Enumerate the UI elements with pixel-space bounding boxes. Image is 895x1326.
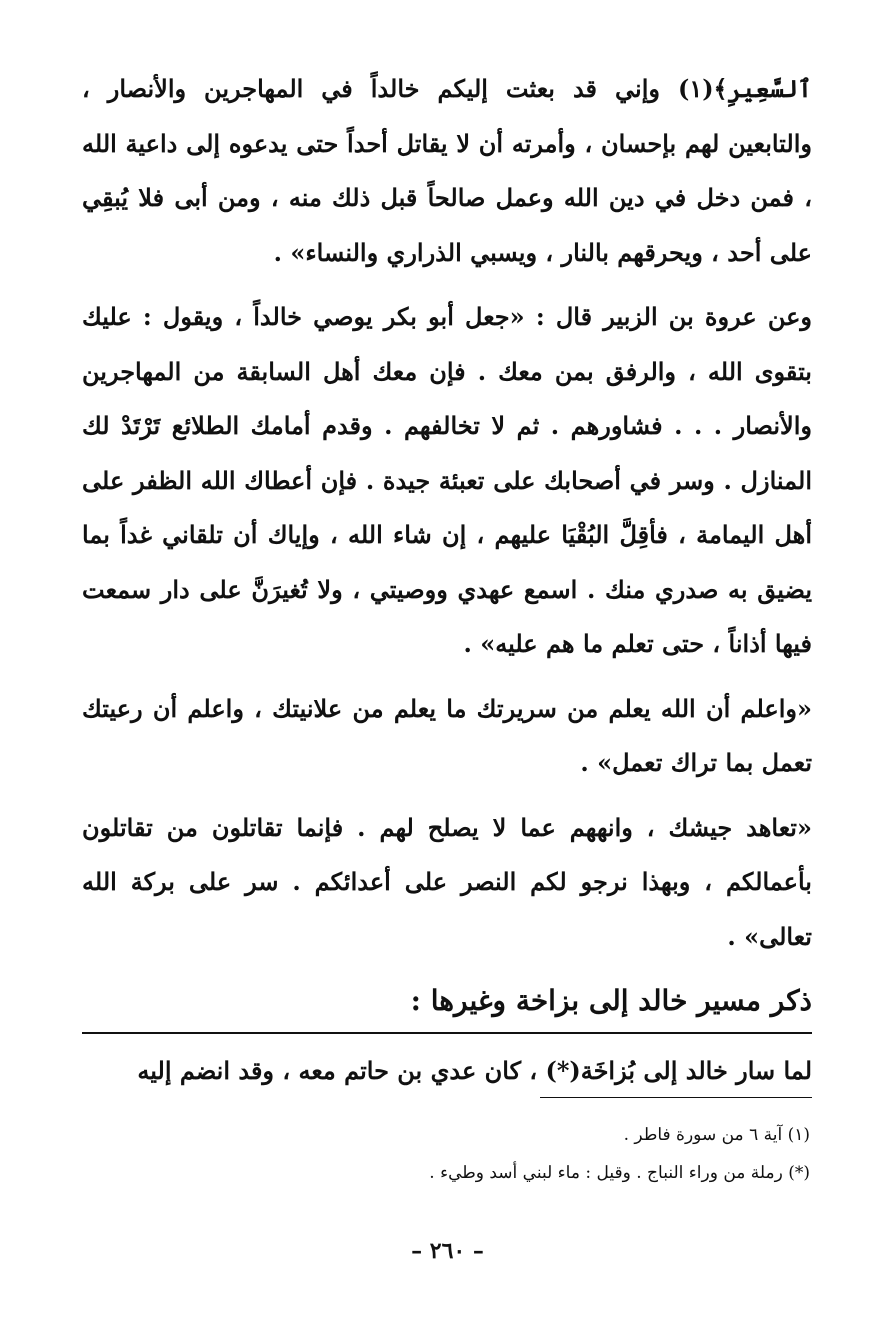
footnotes (82, 1116, 810, 1192)
footnote-1: (١) آية ٦ من سورة فاطر . (623, 1125, 810, 1145)
paragraph-abu-bakr-letter-end: ٱلسَّعِيرِ﴾(١) وإني قد بعثت إليكم خالداً في المهاجرين والأنصار ، والتابعين لهم بإحسان ، وأمرته أن لا يقاتل أحداً حتى يدعوه إلى داعية الله ، فمن دخل في دين الله وعمل صالحاً قبل ذلك منه ، ومن أبى فلا يُبقِي على أحد ، ويحرقهم بالنار ، ويسبي الذراري والنساء» . (82, 74, 812, 267)
paragraph-army-care: «تعاهد جيشك ، وانههم عما لا يصلح لهم . فإنما تقاتلون من تقاتلون بأعمالكم ، وبهذا نرجو لكم النصر على أعدائكم . سر على بركة الله تعالى» . (82, 812, 812, 951)
page-number: – ٢٦٠ – (411, 1238, 484, 1264)
paragraph-buzakha: لما سار خالد إلى بُزاخَة(*) ، كان عدي بن حاتم معه ، وقد انضم إليه (137, 1056, 812, 1085)
section-heading: ذكر مسير خالد إلى بزاخة وغيرها : (82, 974, 812, 1034)
footnote-2: (*) رملة من وراء النباج . وقيل : ماء لبني أسد وطيء . (429, 1163, 810, 1183)
paragraph-urwa-narration: وعن عروة بن الزبير قال : «جعل أبو بكر يوصي خالداً ، ويقول : عليك بتقوى الله ، والرفق بمن معك . فإن معك أهل السابقة من المهاجرين والأنصار . . . فشاورهم . ثم لا تخالفهم . وقدم أمامك الطلائع تَرْتَدْ لك المنازل . وسر في أصحابك على تعبئة جيدة . فإن أعطاك الله الظفر على أهل اليمامة ، فأقِلَّ البُقْيَا عليهم ، إن شاء الله ، وإياك أن تلقاني غداً بما يضيق به صدري منك . اسمع عهدي ووصيتي ، ولا تُغيرَنَّ على دار سمعت فيها أذاناً ، حتى تعلم ما هم عليه» . (82, 302, 812, 658)
paragraph-know-allah: «واعلم أن الله يعلم من سريرتك ما يعلم من علانيتك ، واعلم أن رعيتك تعمل بما تراك تعمل» . (82, 693, 812, 777)
main-text (82, 62, 812, 1099)
footnote-divider (540, 1097, 812, 1098)
